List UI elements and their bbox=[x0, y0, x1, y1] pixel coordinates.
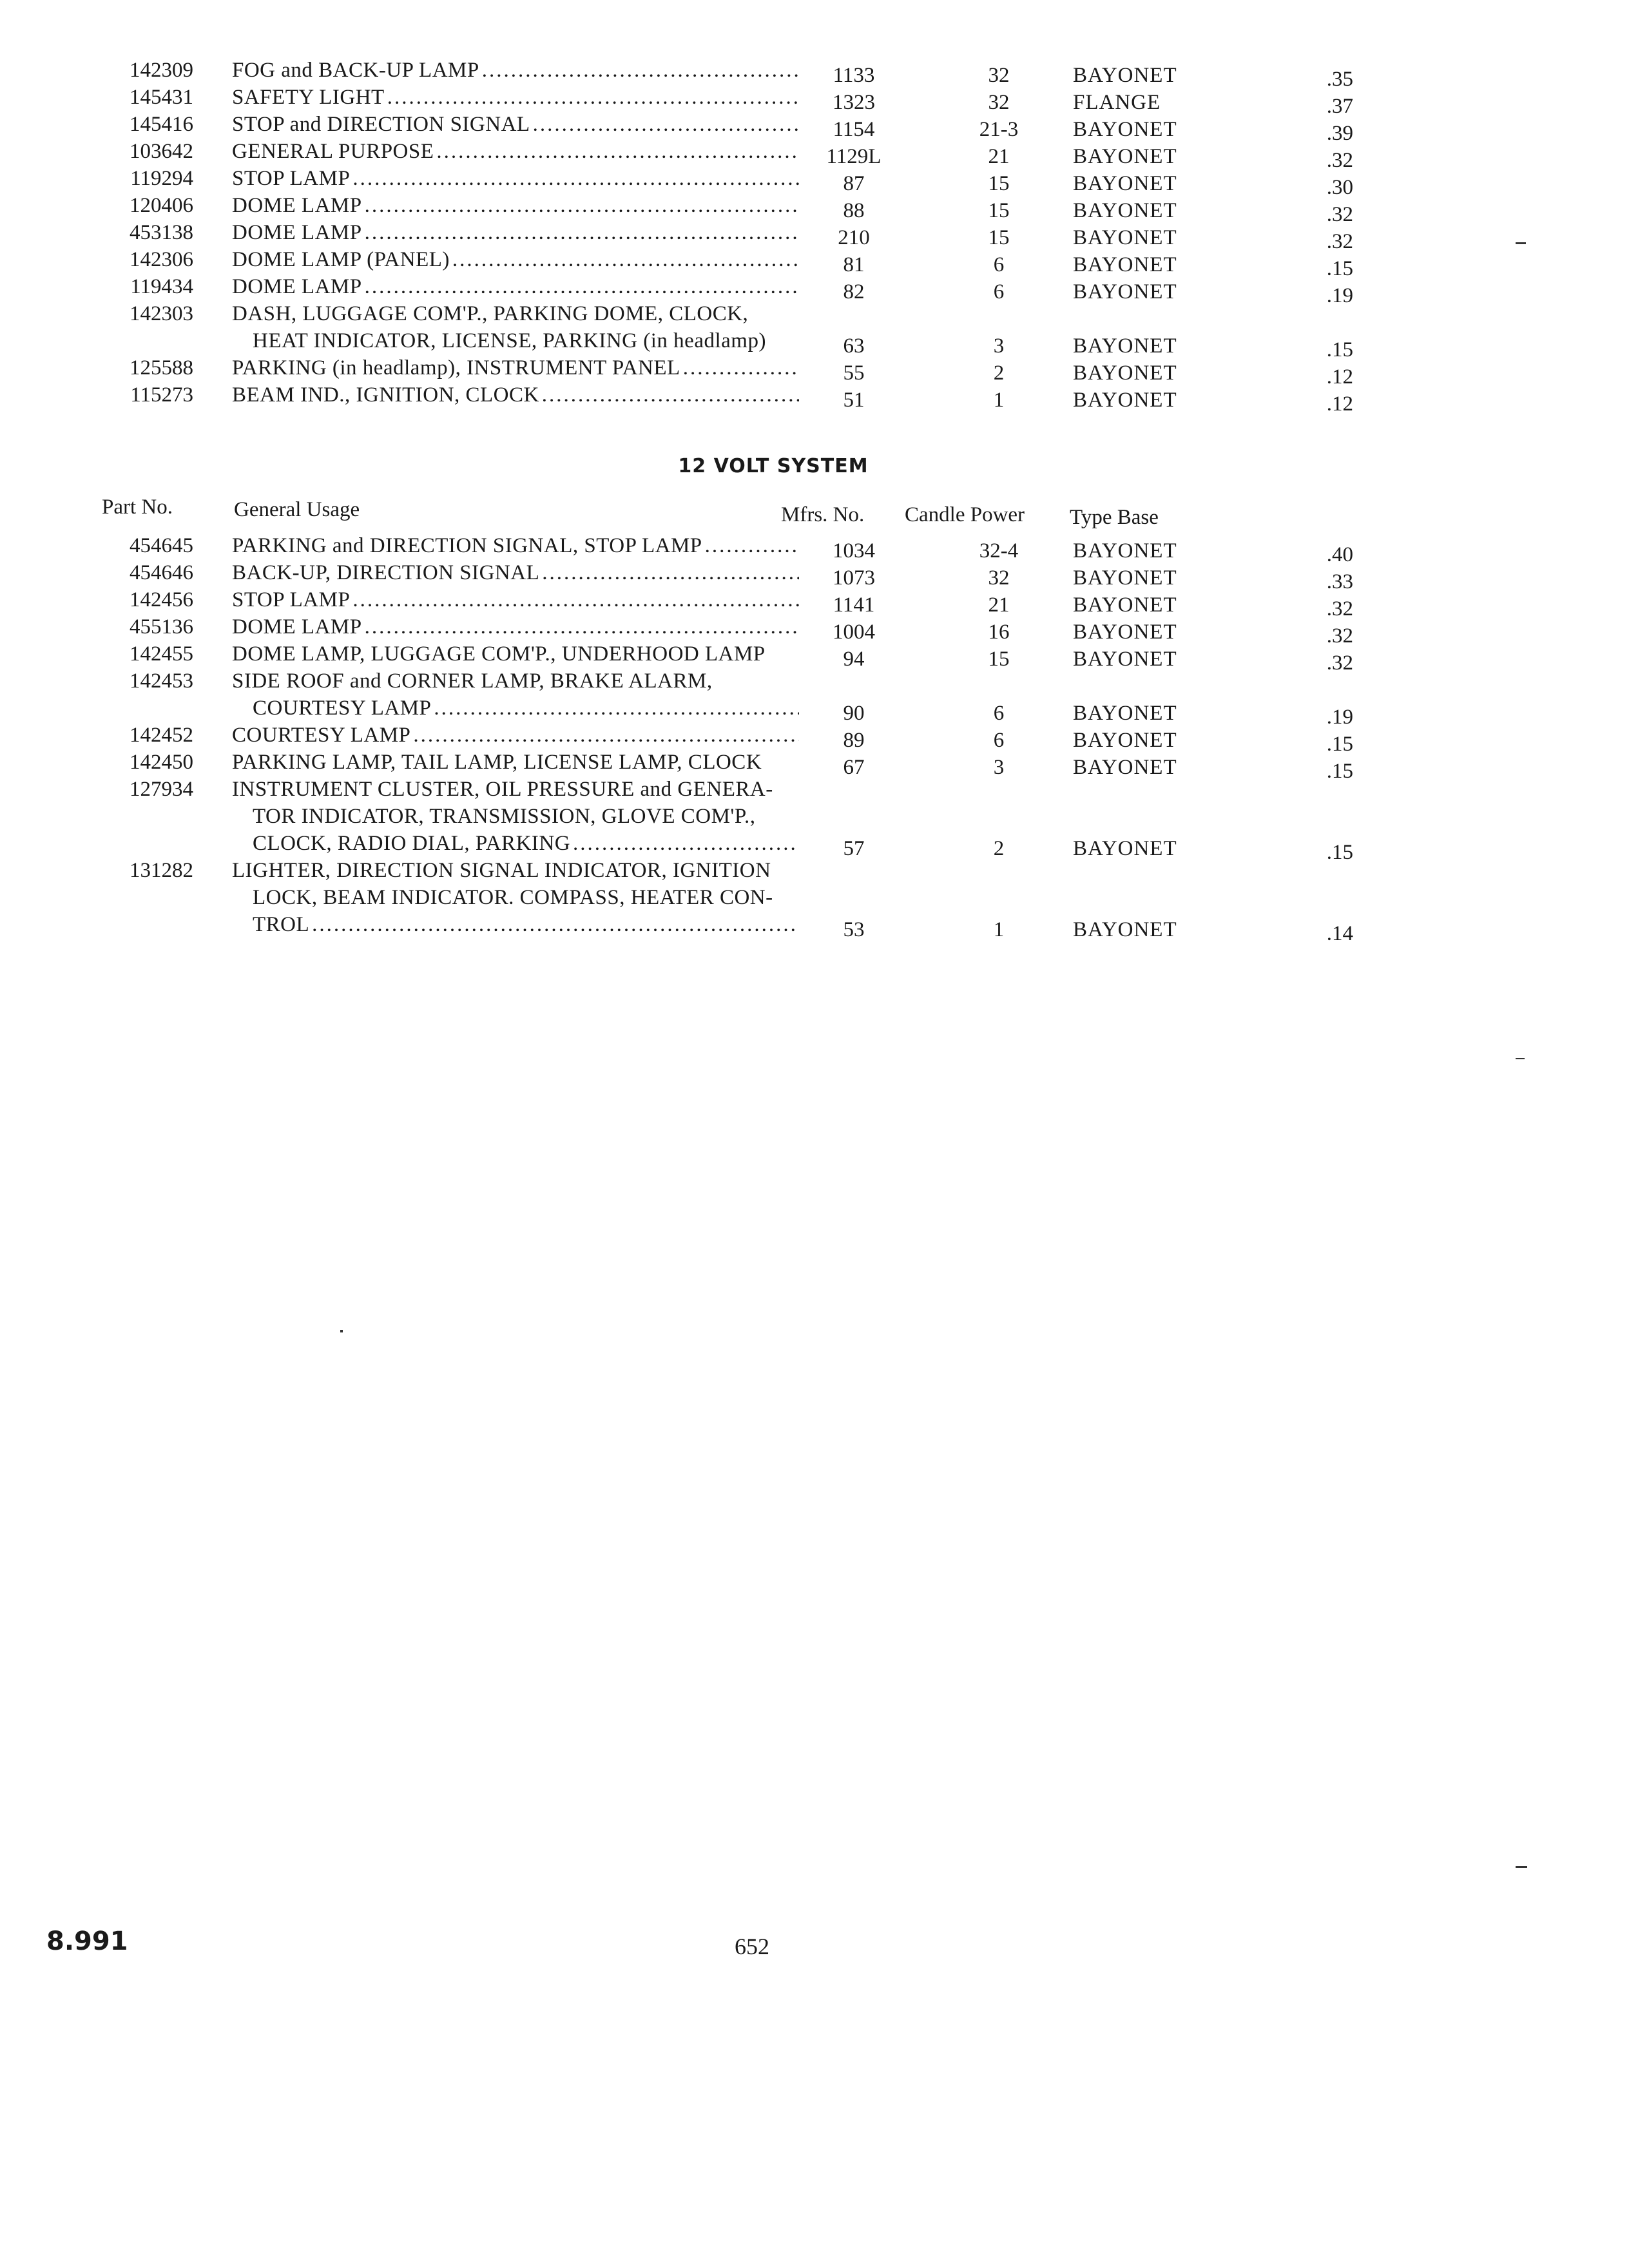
candle-power: 21-3 bbox=[979, 118, 1019, 141]
usage-text: DOME LAMP, LUGGAGE COM'P., UNDERHOOD LAMP bbox=[232, 642, 766, 666]
general-usage bbox=[232, 776, 799, 857]
usage-text: DOME LAMP bbox=[232, 221, 362, 244]
usage-line bbox=[232, 803, 799, 830]
usage-line bbox=[232, 668, 799, 695]
usage-text: GENERAL PURPOSE bbox=[232, 140, 434, 163]
candle-power: 15 bbox=[988, 199, 1010, 222]
part-number: 454645 bbox=[130, 534, 193, 557]
usage-text: HEAT INDICATOR, LICENSE, PARKING (in headlamp) bbox=[253, 329, 766, 352]
part-number: 142452 bbox=[130, 724, 193, 747]
usage-line bbox=[232, 111, 799, 138]
price: .19 bbox=[1326, 706, 1353, 729]
dot-leader bbox=[362, 192, 799, 219]
usage-text: INSTRUMENT CLUSTER, OIL PRESSURE and GENERA- bbox=[232, 778, 773, 801]
price: .40 bbox=[1326, 543, 1353, 566]
price: .32 bbox=[1326, 597, 1353, 620]
type-base: BAYONET bbox=[1073, 756, 1177, 779]
usage-text: TOR INDICATOR, TRANSMISSION, GLOVE COM'P., bbox=[253, 805, 756, 828]
stray-dot bbox=[340, 1330, 343, 1332]
dot-leader bbox=[431, 695, 799, 722]
general-usage bbox=[232, 138, 799, 165]
type-base: BAYONET bbox=[1073, 593, 1177, 617]
candle-power: 6 bbox=[993, 280, 1005, 303]
usage-line bbox=[232, 273, 799, 300]
usage-line bbox=[232, 559, 799, 586]
usage-text: LIGHTER, DIRECTION SIGNAL INDICATOR, IGNITION bbox=[232, 859, 771, 882]
type-base: BAYONET bbox=[1073, 566, 1177, 590]
part-number: 125588 bbox=[130, 356, 193, 380]
usage-line bbox=[232, 300, 799, 327]
general-usage bbox=[232, 57, 799, 84]
candle-power: 21 bbox=[988, 593, 1010, 617]
page-number: 652 bbox=[735, 1934, 769, 1959]
general-usage bbox=[232, 668, 799, 722]
usage-line bbox=[232, 911, 799, 938]
usage-text: PARKING and DIRECTION SIGNAL, STOP LAMP bbox=[232, 534, 702, 557]
type-base: BAYONET bbox=[1073, 729, 1177, 752]
usage-line bbox=[232, 776, 799, 803]
part-number: 142456 bbox=[130, 588, 193, 611]
type-base: BAYONET bbox=[1073, 64, 1177, 87]
manufacturer-number: 63 bbox=[843, 334, 865, 358]
candle-power: 2 bbox=[993, 837, 1005, 860]
candle-power: 32-4 bbox=[979, 539, 1019, 562]
usage-text: DOME LAMP (PANEL) bbox=[232, 248, 450, 271]
dot-leader bbox=[309, 911, 799, 938]
section-number: 8.991 bbox=[46, 1927, 128, 1956]
part-number: 142309 bbox=[130, 59, 193, 82]
manufacturer-number: 89 bbox=[843, 729, 865, 752]
usage-line bbox=[232, 354, 799, 381]
usage-text: SIDE ROOF and CORNER LAMP, BRAKE ALARM, bbox=[232, 669, 713, 693]
candle-power: 2 bbox=[993, 361, 1005, 385]
header-mfrs-no: Mfrs. No. bbox=[781, 503, 865, 526]
usage-line bbox=[232, 532, 799, 559]
price: .15 bbox=[1326, 338, 1353, 361]
price: .33 bbox=[1326, 570, 1353, 593]
type-base: BAYONET bbox=[1073, 837, 1177, 860]
usage-text: COURTESY LAMP bbox=[253, 697, 432, 720]
usage-line bbox=[232, 857, 799, 884]
usage-line bbox=[232, 884, 799, 911]
general-usage bbox=[232, 354, 799, 381]
part-number: 145431 bbox=[130, 86, 193, 109]
manufacturer-number: 55 bbox=[843, 361, 865, 385]
price: .32 bbox=[1326, 624, 1353, 648]
candle-power: 32 bbox=[988, 566, 1010, 590]
dot-leader bbox=[539, 381, 799, 408]
dot-leader bbox=[450, 246, 799, 273]
part-number: 145416 bbox=[130, 113, 193, 136]
part-number: 142303 bbox=[130, 302, 193, 325]
general-usage bbox=[232, 111, 799, 138]
header-part-no: Part No. bbox=[102, 495, 173, 519]
manufacturer-number: 67 bbox=[843, 756, 865, 779]
manufacturer-number: 82 bbox=[843, 280, 865, 303]
manufacturer-number: 1154 bbox=[833, 118, 875, 141]
part-number: 131282 bbox=[130, 859, 193, 882]
candle-power: 1 bbox=[993, 918, 1005, 941]
usage-line bbox=[232, 57, 799, 84]
candle-power: 3 bbox=[993, 334, 1005, 358]
usage-line bbox=[232, 192, 799, 219]
usage-text: DOME LAMP bbox=[232, 615, 362, 639]
manufacturer-number: 90 bbox=[843, 702, 865, 725]
general-usage bbox=[232, 300, 799, 354]
general-usage bbox=[232, 749, 799, 776]
general-usage bbox=[232, 381, 799, 408]
dot-leader bbox=[539, 559, 799, 586]
usage-line bbox=[232, 219, 799, 246]
dot-leader bbox=[350, 165, 799, 192]
usage-line bbox=[232, 165, 799, 192]
dot-leader bbox=[680, 354, 799, 381]
price: .14 bbox=[1326, 922, 1353, 945]
type-base: BAYONET bbox=[1073, 145, 1177, 168]
general-usage bbox=[232, 586, 799, 613]
type-base: BAYONET bbox=[1073, 389, 1177, 412]
price: .35 bbox=[1326, 68, 1353, 91]
manufacturer-number: 1129L bbox=[826, 145, 882, 168]
candle-power: 16 bbox=[988, 620, 1010, 644]
dot-leader bbox=[702, 532, 799, 559]
candle-power: 15 bbox=[988, 648, 1010, 671]
header-candle-power: Candle Power bbox=[905, 503, 1025, 526]
usage-text: STOP and DIRECTION SIGNAL bbox=[232, 113, 530, 136]
general-usage bbox=[232, 559, 799, 586]
type-base: BAYONET bbox=[1073, 361, 1177, 385]
candle-power: 3 bbox=[993, 756, 1005, 779]
type-base: BAYONET bbox=[1073, 539, 1177, 562]
usage-text: CLOCK, RADIO DIAL, PARKING bbox=[253, 832, 571, 855]
usage-text: FOG and BACK-UP LAMP bbox=[232, 59, 479, 82]
manufacturer-number: 1004 bbox=[833, 620, 875, 644]
margin-mark bbox=[1516, 242, 1526, 244]
part-number: 115273 bbox=[130, 383, 193, 407]
dot-leader bbox=[570, 830, 799, 857]
manufacturer-number: 53 bbox=[843, 918, 865, 941]
candle-power: 6 bbox=[993, 253, 1005, 276]
header-general-usage: General Usage bbox=[234, 498, 360, 521]
price: .15 bbox=[1326, 733, 1353, 756]
general-usage bbox=[232, 722, 799, 749]
part-number: 142453 bbox=[130, 669, 193, 693]
margin-mark bbox=[1516, 1058, 1525, 1059]
general-usage bbox=[232, 613, 799, 640]
candle-power: 6 bbox=[993, 702, 1005, 725]
usage-text: BEAM IND., IGNITION, CLOCK bbox=[232, 383, 539, 407]
part-number: 142306 bbox=[130, 248, 193, 271]
manufacturer-number: 1141 bbox=[833, 593, 875, 617]
usage-text: TROL bbox=[253, 913, 310, 936]
price: .15 bbox=[1326, 841, 1353, 864]
part-number: 454646 bbox=[130, 561, 193, 584]
price: .30 bbox=[1326, 176, 1353, 199]
general-usage bbox=[232, 273, 799, 300]
type-base: BAYONET bbox=[1073, 253, 1177, 276]
candle-power: 15 bbox=[988, 172, 1010, 195]
price: .32 bbox=[1326, 149, 1353, 172]
dot-leader bbox=[530, 111, 799, 138]
price: .15 bbox=[1326, 257, 1353, 280]
candle-power: 1 bbox=[993, 389, 1005, 412]
manufacturer-number: 1133 bbox=[833, 64, 875, 87]
type-base: BAYONET bbox=[1073, 620, 1177, 644]
type-base: BAYONET bbox=[1073, 280, 1177, 303]
usage-line bbox=[232, 640, 799, 668]
usage-text: DOME LAMP bbox=[232, 275, 362, 298]
usage-line bbox=[232, 84, 799, 111]
price: .15 bbox=[1326, 760, 1353, 783]
part-number: 127934 bbox=[130, 778, 193, 801]
manufacturer-number: 88 bbox=[843, 199, 865, 222]
part-number: 142455 bbox=[130, 642, 193, 666]
price: .32 bbox=[1326, 230, 1353, 253]
usage-line bbox=[232, 722, 799, 749]
part-number: 119434 bbox=[130, 275, 193, 298]
usage-text: COURTESY LAMP bbox=[232, 724, 411, 747]
dot-leader bbox=[362, 219, 799, 246]
usage-line bbox=[232, 138, 799, 165]
candle-power: 21 bbox=[988, 145, 1010, 168]
dot-leader bbox=[479, 57, 799, 84]
general-usage bbox=[232, 84, 799, 111]
type-base: BAYONET bbox=[1073, 118, 1177, 141]
general-usage bbox=[232, 246, 799, 273]
usage-text: LOCK, BEAM INDICATOR. COMPASS, HEATER CON- bbox=[253, 886, 773, 909]
price: .12 bbox=[1326, 365, 1353, 389]
price: .12 bbox=[1326, 392, 1353, 416]
candle-power: 32 bbox=[988, 91, 1010, 114]
general-usage bbox=[232, 640, 799, 668]
part-number: 119294 bbox=[130, 167, 193, 190]
usage-text: STOP LAMP bbox=[232, 588, 351, 611]
type-base: BAYONET bbox=[1073, 702, 1177, 725]
dot-leader bbox=[385, 84, 799, 111]
type-base: BAYONET bbox=[1073, 918, 1177, 941]
general-usage bbox=[232, 219, 799, 246]
manufacturer-number: 81 bbox=[843, 253, 865, 276]
type-base: FLANGE bbox=[1073, 91, 1161, 114]
part-number: 453138 bbox=[130, 221, 193, 244]
usage-line bbox=[232, 830, 799, 857]
type-base: BAYONET bbox=[1073, 648, 1177, 671]
price: .39 bbox=[1326, 122, 1353, 145]
general-usage bbox=[232, 192, 799, 219]
candle-power: 6 bbox=[993, 729, 1005, 752]
usage-line bbox=[232, 246, 799, 273]
manufacturer-number: 94 bbox=[843, 648, 865, 671]
manufacturer-number: 1034 bbox=[833, 539, 875, 562]
type-base: BAYONET bbox=[1073, 334, 1177, 358]
manufacturer-number: 51 bbox=[843, 389, 865, 412]
price: .32 bbox=[1326, 651, 1353, 675]
price: .37 bbox=[1326, 95, 1353, 118]
general-usage bbox=[232, 532, 799, 559]
manufacturer-number: 210 bbox=[838, 226, 870, 249]
dot-leader bbox=[362, 273, 799, 300]
section-title: 12 VOLT SYSTEM bbox=[678, 455, 869, 477]
type-base: BAYONET bbox=[1073, 199, 1177, 222]
price: .32 bbox=[1326, 203, 1353, 226]
manufacturer-number: 57 bbox=[843, 837, 865, 860]
general-usage bbox=[232, 857, 799, 938]
part-number: 120406 bbox=[130, 194, 193, 217]
usage-line bbox=[232, 381, 799, 408]
general-usage bbox=[232, 165, 799, 192]
usage-text: DASH, LUGGAGE COM'P., PARKING DOME, CLOCK, bbox=[232, 302, 749, 325]
dot-leader bbox=[350, 586, 799, 613]
candle-power: 32 bbox=[988, 64, 1010, 87]
usage-line bbox=[232, 695, 799, 722]
usage-text: SAFETY LIGHT bbox=[232, 86, 385, 109]
dot-leader bbox=[410, 722, 799, 749]
dot-leader bbox=[434, 138, 799, 165]
usage-line bbox=[232, 327, 799, 354]
manufacturer-number: 87 bbox=[843, 172, 865, 195]
margin-mark bbox=[1516, 1866, 1527, 1868]
type-base: BAYONET bbox=[1073, 226, 1177, 249]
usage-line bbox=[232, 613, 799, 640]
usage-text: STOP LAMP bbox=[232, 167, 351, 190]
candle-power: 15 bbox=[988, 226, 1010, 249]
part-number: 142450 bbox=[130, 751, 193, 774]
manufacturer-number: 1323 bbox=[833, 91, 875, 114]
usage-text: PARKING LAMP, TAIL LAMP, LICENSE LAMP, CLOCK bbox=[232, 751, 762, 774]
part-number: 103642 bbox=[130, 140, 193, 163]
usage-text: PARKING (in headlamp), INSTRUMENT PANEL bbox=[232, 356, 680, 380]
usage-text: BACK-UP, DIRECTION SIGNAL bbox=[232, 561, 540, 584]
header-type-base: Type Base bbox=[1070, 506, 1159, 529]
price: .19 bbox=[1326, 284, 1353, 307]
usage-line bbox=[232, 586, 799, 613]
usage-line bbox=[232, 749, 799, 776]
usage-text: DOME LAMP bbox=[232, 194, 362, 217]
part-number: 455136 bbox=[130, 615, 193, 639]
type-base: BAYONET bbox=[1073, 172, 1177, 195]
manufacturer-number: 1073 bbox=[833, 566, 875, 590]
dot-leader bbox=[362, 613, 799, 640]
